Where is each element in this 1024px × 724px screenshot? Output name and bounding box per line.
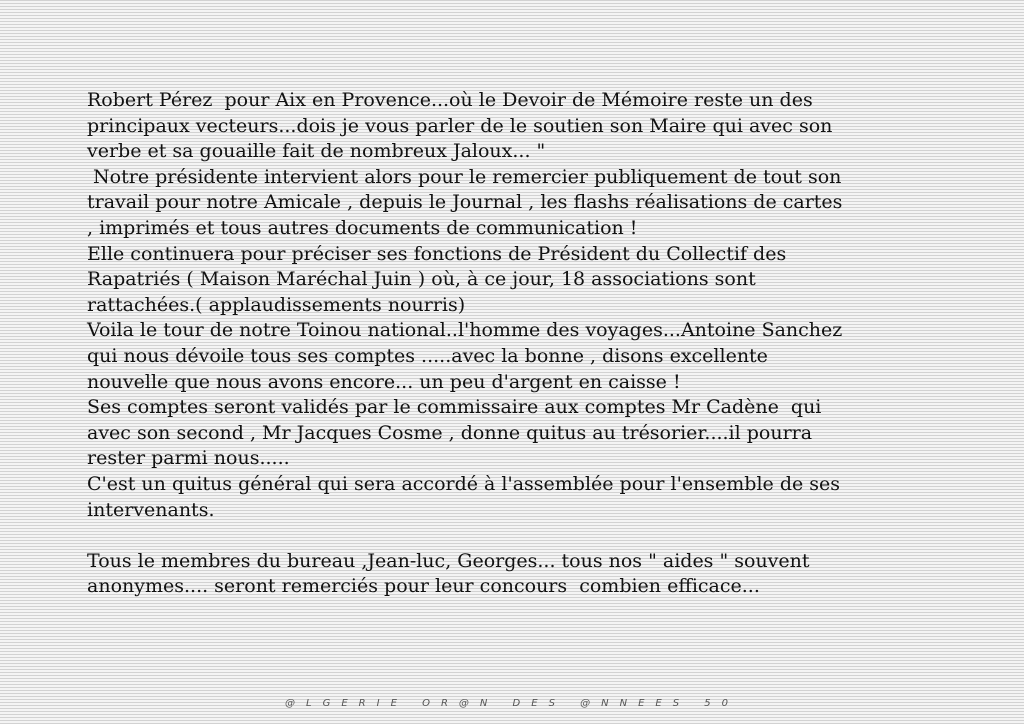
text-line: travail pour notre Amicale , depuis le Journal , les flashs réalisations de cartes	[87, 191, 843, 214]
text-line: Ses comptes seront validés par le commissaire aux comptes Mr Cadène qui	[87, 396, 822, 419]
text-line: Robert Pérez pour Aix en Provence...où le Devoir de Mémoire reste un des	[87, 89, 813, 111]
text-line: Tous le membres du bureau ,Jean-luc, Georges... tous nos " aides " souvent	[87, 549, 810, 572]
text-line: intervenants.	[87, 498, 215, 521]
text-line: avec son second , Mr Jacques Cosme , donne quitus au trésorier....il pourra	[87, 421, 813, 444]
text-line: nouvelle que nous avons encore... un peu d'argent en caisse !	[87, 370, 681, 393]
text-line: C'est un quitus général qui sera accordé à l'assemblée pour l'ensemble de ses	[87, 472, 841, 495]
text-line: anonymes.... seront remerciés pour leur concours combien efficace...	[87, 575, 760, 598]
text-line: Elle continuera pour préciser ses fonctions de Président du Collectif des	[87, 242, 787, 265]
text-line: rattachées.( applaudissements nourris)	[87, 293, 466, 316]
text-line: Notre présidente intervient alors pour le remercier publiquement de tout son	[87, 165, 842, 188]
text-line: , imprimés et tous autres documents de communication !	[87, 216, 638, 239]
text-line: principaux vecteurs...dois je vous parler de le soutien son Maire qui avec son	[87, 114, 833, 137]
text-line: qui nous dévoile tous ses comptes .....avec la bonne , disons excellente	[87, 344, 768, 367]
text-line: verbe et sa gouaille fait de nombreux Jaloux... "	[87, 140, 546, 163]
text-line: rester parmi nous.....	[87, 447, 290, 470]
body-text	[87, 88, 987, 600]
text-line: Voila le tour de notre Toinou national..l'homme des voyages...Antoine Sanchez	[87, 319, 843, 342]
footer-watermark: @LGERIE OR@N DES @NNEES 50	[285, 698, 739, 709]
blank-line	[87, 523, 987, 549]
text-line: Rapatriés ( Maison Maréchal Juin ) où, à ce jour, 18 associations sont	[87, 268, 756, 291]
